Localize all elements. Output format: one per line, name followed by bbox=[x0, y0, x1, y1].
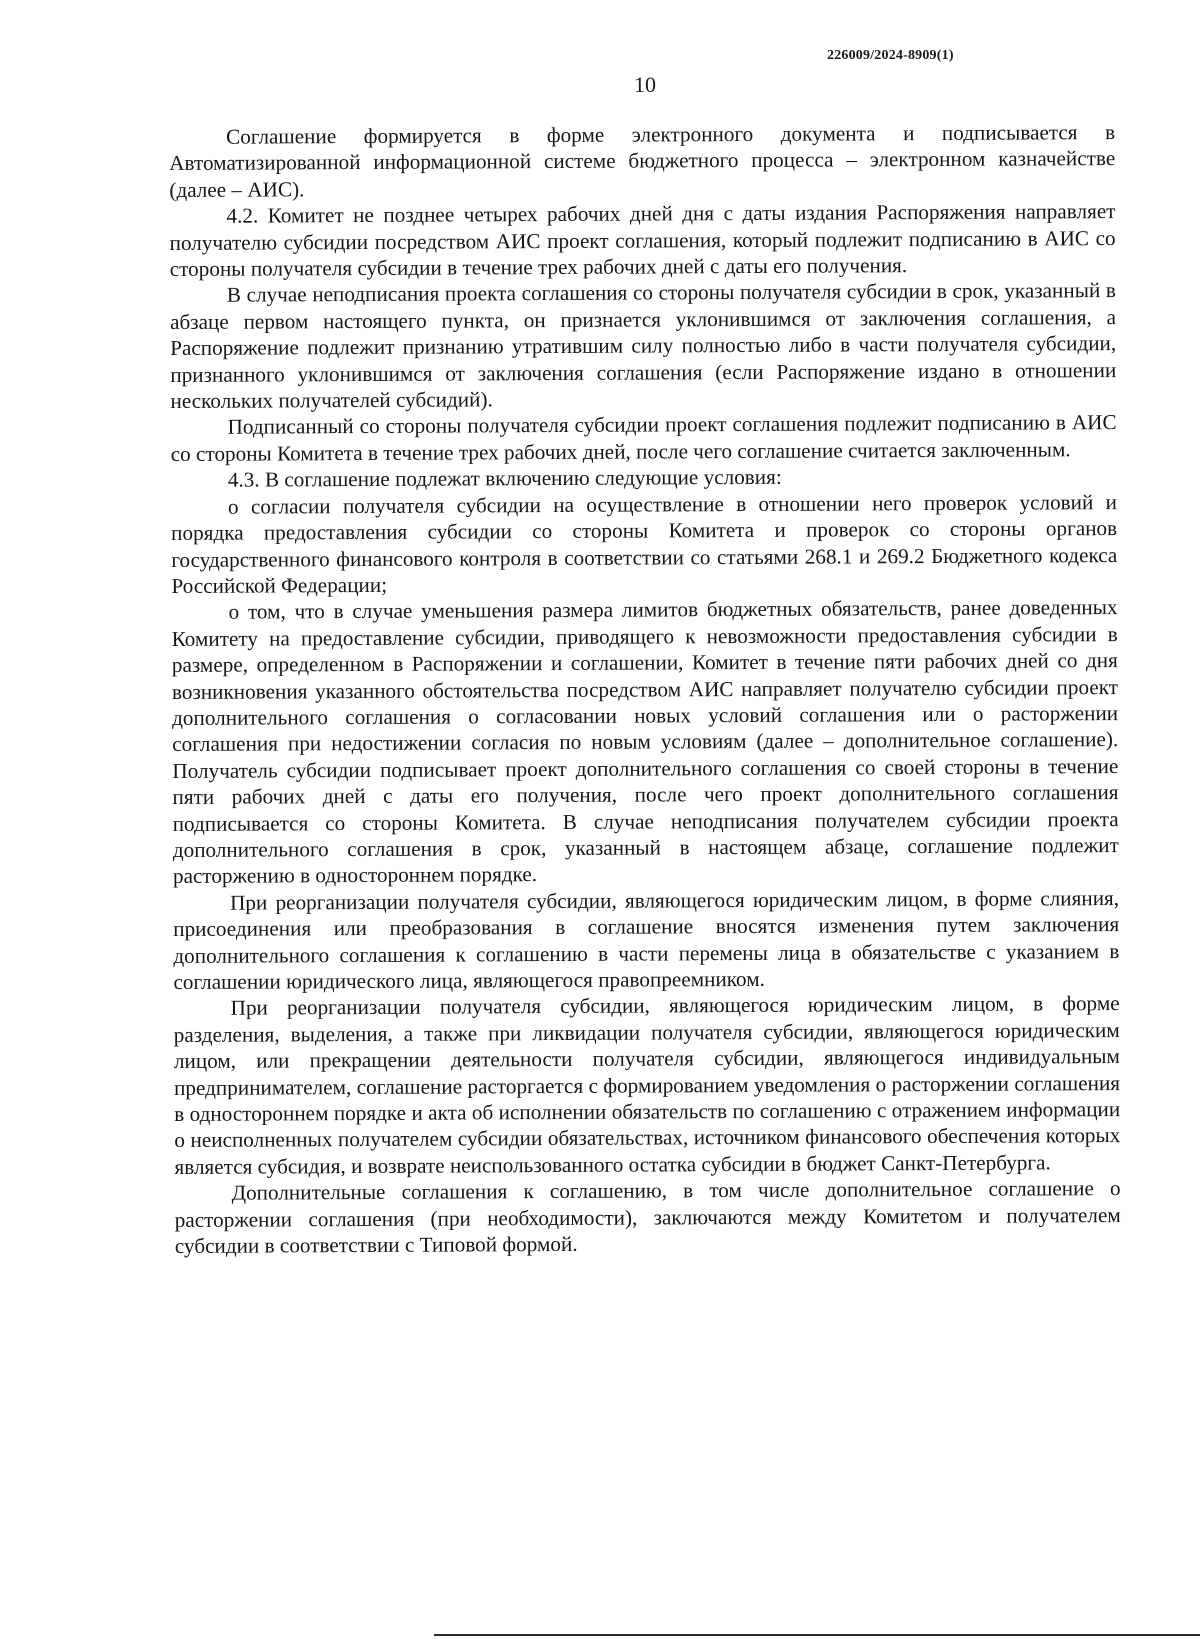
page-number: 10 bbox=[634, 72, 656, 97]
paragraph-reorganization-merger: При реорганизации получателя субсидии, являющегося юридическим лицом, в форме слияния, присоединения или преобразования в соглашение вносятся изменения путем заключения дополнительного соглашения к соглашению в части перемены лица в обязательстве с указанием в соглашении юридического лица, являющегося правопреемником. bbox=[173, 885, 1120, 994]
paragraph-unsigned-draft: В случае неподписания проекта соглашения со стороны получателя субсидии в срок, указанный в абзаце первом настоящего пункта, он признается уклонившимся от заключения соглашения, а Распоряжение подлежит признанию утратившим силу полностью либо в части получателя субсидии, признанного уклонившимся от заключения соглашения (если Распоряжение издано в отношении нескольких получателей субсидий). bbox=[169, 278, 1117, 414]
document-registration-number: 226009/2024-8909(1) bbox=[827, 48, 954, 63]
paragraph-consent-to-audits: о согласии получателя субсидии на осуществление в отношении него проверок условий и порядка предоставления субсидии со стороны Комитета и проверок со стороны органов государственного финансового контроля в соответствии со статьями 268.1 и 269.2 Бюджетного кодекса Российской Федерации; bbox=[171, 489, 1118, 598]
paragraph-additional-agreements: Дополнительные соглашения к соглашению, в том числе дополнительное соглашение о расторжении соглашения (при необходимости), заключаются между Комитетом и получателем субсидии в соответствии с Типовой формой. bbox=[174, 1176, 1121, 1259]
paragraph-limit-reduction: о том, что в случае уменьшения размера лимитов бюджетных обязательств, ранее доведенных Комитету на предоставление субсидии, приводящего к невозможности предоставления субсидии в размере, определенном в Распоряжении и соглашении, Комитет в течение пяти рабочих дней со дня возникновения указанного обстоятельства посредством АИС направляет получателю субсидии проект дополнительного соглашения о согласовании новых условий соглашения или о расторжении соглашения при недостижении согласия по новым условиям (далее – дополнительное соглашение). Получатель субсидии подписывает проект дополнительного соглашения со своей стороны в течение пяти рабочих дней с даты его получения, после чего проект дополнительного соглашения подписывается со стороны Комитета. В случае неподписания получателем субсидии проекта дополнительного соглашения в срок, указанный в настоящем абзаце, соглашение подлежит расторжению в одностороннем порядке. bbox=[171, 595, 1119, 889]
footer-divider bbox=[434, 1634, 1200, 1636]
paragraph-4-2: 4.2. Комитет не позднее четырех рабочих дней дня с даты издания Распоряжения направляет получателю субсидии посредством АИС проект соглашения, который подлежит подписанию в АИС со стороны получателя субсидии в течение трех рабочих дней с даты его получения. bbox=[169, 199, 1116, 282]
paragraph-4-3: 4.3. В соглашение подлежат включению следующие условия: bbox=[227, 465, 782, 492]
paragraph-reorganization-division: При реорганизации получателя субсидии, являющегося юридическим лицом, в форме разделения, выделения, а также при ликвидации получателя субсидии, являющегося юридическим лицом, или прекращении деятельности получателя субсидии, являющегося индивидуальным предпринимателем, соглашение расторгается с формированием уведомления о расторжении соглашения в одностороннем порядке и акта об исполнении обязательств по соглашению с отражением информации о неисполненных получателем субсидии обязательствах, источником финансового обеспечения которых является субсидия, и возврате неиспользованного остатка субсидии в бюджет Санкт-Петербурга. bbox=[173, 991, 1121, 1179]
paragraph-signed-draft: Подписанный со стороны получателя субсидии проект соглашения подлежит подписанию в АИС со стороны Комитета в течение трех рабочих дней, после чего соглашение считается заключенным. bbox=[170, 410, 1117, 466]
document-body bbox=[169, 119, 1121, 1259]
paragraph-agreement-format: Соглашение формируется в форме электронного документа и подписывается в Автоматизированной информационной системе бюджетного процесса – электронном казначействе (далее – АИС). bbox=[169, 120, 1116, 202]
